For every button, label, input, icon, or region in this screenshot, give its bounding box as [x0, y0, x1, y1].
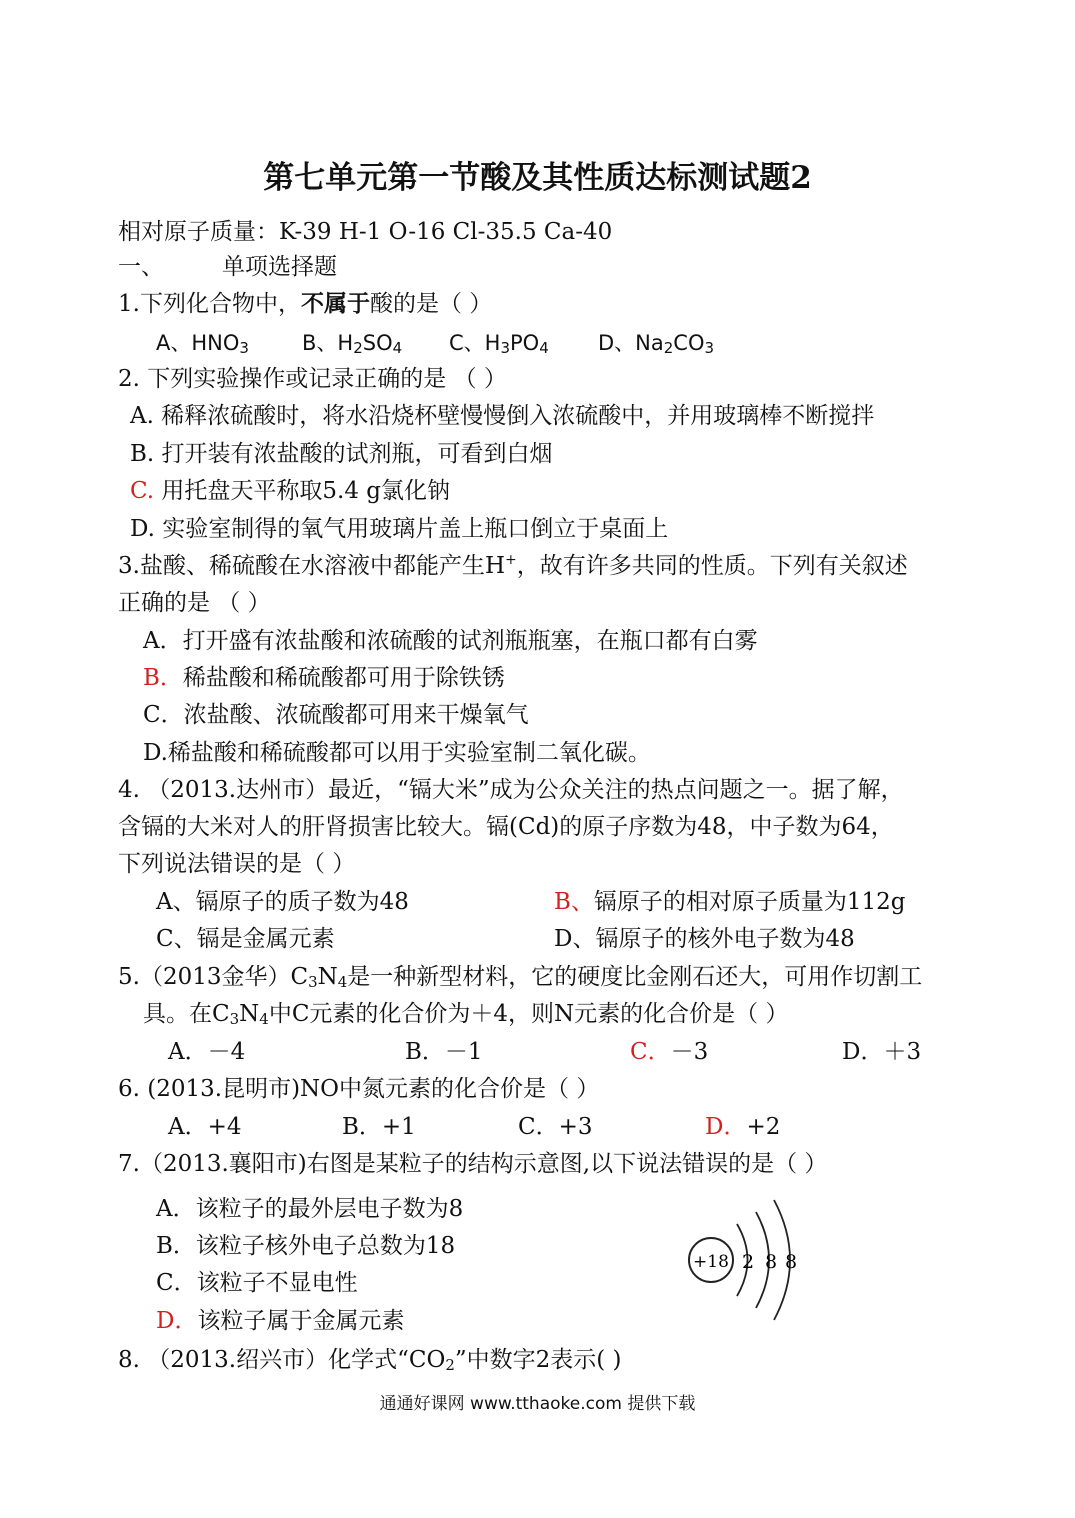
q1-c-formula-2: PO — [510, 331, 540, 355]
atom-structure-diagram — [682, 1172, 812, 1322]
q1-c-formula-1: H — [484, 331, 501, 355]
q1-c-sub-1: 3 — [500, 339, 511, 357]
q6-option-a: A．+4 — [168, 1114, 242, 1140]
q1-d-formula-2: CO — [673, 331, 705, 355]
q2-option-c — [130, 476, 450, 506]
q5-l2-c: 中C元素的化合价为＋4，则N元素的化合价是（ ） — [268, 1001, 789, 1027]
q2-c-text: 用托盘天平称取5.4 g氯化钠 — [154, 478, 451, 504]
q1-stem-emphasis: 不属于 — [300, 290, 370, 317]
q1-b-sub-1: 2 — [353, 339, 363, 357]
q1-option-d — [598, 328, 714, 358]
q5-l2-a: 具。在C — [143, 1001, 230, 1027]
q8-stem-post: ”中数字2表示( ) — [454, 1347, 622, 1373]
q3-b-text: 稀盐酸和稀硫酸都可用于除铁锈 — [182, 665, 505, 691]
atomic-mass-line: 相对原子质量：K-39 H-1 O-16 Cl-35.5 Ca-40 — [118, 219, 613, 245]
q7-option-d — [156, 1306, 404, 1336]
nucleus-charge: +18 — [693, 1252, 729, 1272]
question-4-stem-line2: 含镉的大米对人的肝肾损害比较大。镉(Cd)的原子序数为48，中子数为64， — [118, 814, 894, 840]
q5-c-letter-answer: C． — [630, 1039, 671, 1065]
q5-option-b: B．－1 — [405, 1039, 483, 1065]
q2-option-b: B. 打开装有浓盐酸的试剂瓶，可看到白烟 — [130, 441, 553, 467]
question-8-stem — [118, 1345, 622, 1375]
question-5-stem-line2 — [143, 999, 789, 1029]
q1-option-b — [302, 328, 402, 358]
q4-option-b — [554, 887, 906, 917]
question-2-stem: 2. 下列实验操作或记录正确的是 （ ） — [118, 366, 507, 392]
question-7-stem: 7.（2013.襄阳市)右图是某粒子的结构示意图,以下说法错误的是（ ） — [118, 1151, 828, 1177]
question-6-stem: 6. (2013.昆明市)NO中氮元素的化合价是（ ） — [118, 1076, 600, 1102]
q8-stem-sub: 2 — [445, 1356, 455, 1374]
q5-option-a: A．－4 — [168, 1039, 246, 1065]
q1-b-formula-1: H — [337, 331, 354, 355]
q5-l1-a: 5.（2013金华）C — [118, 964, 309, 990]
q1-b-formula-2: SO — [362, 331, 393, 355]
q5-l2-sub-1: 3 — [229, 1010, 240, 1028]
q7-option-b: B．该粒子核外电子总数为18 — [156, 1233, 456, 1259]
q1-c-sub-2: 4 — [539, 339, 549, 357]
q5-option-c — [630, 1037, 708, 1067]
q1-stem-pre: 1.下列化合物中， — [118, 291, 301, 317]
q5-option-d: D．＋3 — [842, 1039, 922, 1065]
q4-b-text: 镉原子的相对原子质量为112g — [593, 889, 906, 915]
question-3-stem-line2: 正确的是 （ ） — [118, 590, 271, 616]
q6-d-letter-answer: D． — [705, 1114, 747, 1140]
q3-option-c: C．浓盐酸、浓硫酸都可用来干燥氧气 — [143, 702, 529, 728]
q1-option-a — [156, 328, 249, 358]
q5-l1-c: 是一种新型材料，它的硬度比金刚石还大，可用作切割工 — [347, 964, 923, 990]
q4-b-letter-answer: B、 — [554, 889, 594, 915]
q5-l1-sub-1: 3 — [308, 973, 318, 991]
q5-l1-b: N — [317, 964, 338, 990]
q5-l2-b: N — [239, 1001, 260, 1027]
q1-a-formula: HNO — [191, 331, 240, 355]
q1-a-sub: 3 — [239, 339, 249, 357]
q1-option-c — [449, 328, 549, 358]
question-1-stem — [118, 289, 492, 319]
q3-stem-sup: + — [505, 552, 517, 568]
question-4-stem-line3: 下列说法错误的是（ ） — [118, 851, 356, 877]
q1-d-sub-2: 3 — [704, 339, 715, 357]
q4-option-a: A、镉原子的质子数为48 — [156, 889, 409, 915]
q6-d-text: +2 — [746, 1114, 781, 1140]
q1-d-sub-1: 2 — [663, 339, 674, 357]
q3-option-d: D.稀盐酸和稀硫酸都可以用于实验室制二氧化碳。 — [143, 740, 651, 766]
q8-stem-pre: 8. （2013.绍兴市）化学式“CO — [118, 1347, 446, 1373]
page-footer: 通通好课网 www.tthaoke.com 提供下载 — [379, 1394, 696, 1414]
section-heading — [118, 252, 337, 282]
q1-stem-post: 酸的是（ ） — [369, 291, 493, 317]
question-3-stem-line1 — [118, 551, 908, 581]
q1-d-formula-1: Na — [635, 331, 664, 355]
q3-option-b — [143, 663, 505, 693]
q3-stem-post: ，故有许多共同的性质。下列有关叙述 — [516, 553, 908, 579]
section-number: 一、 — [118, 254, 164, 280]
question-5-stem-line1 — [118, 962, 922, 992]
q6-option-d — [705, 1112, 780, 1142]
section-label: 单项选择题 — [222, 254, 337, 280]
q6-option-c: C．+3 — [518, 1114, 593, 1140]
q6-option-b: B．+1 — [342, 1114, 416, 1140]
q5-l1-sub-2: 4 — [337, 973, 348, 991]
q1-b-sub-2: 4 — [392, 339, 403, 357]
shell-3-count: 8 — [784, 1251, 798, 1273]
q1-a-letter: A、 — [156, 331, 192, 355]
shell-1-count: 2 — [741, 1251, 755, 1273]
q2-c-letter-answer: C. — [130, 478, 155, 504]
question-4-stem-line1: 4. （2013.达州市）最近，“镉大米”成为公众关注的热点问题之一。据了解， — [118, 777, 904, 803]
page-title: 第七单元第一节酸及其性质达标测试题2 — [263, 160, 812, 196]
q2-option-d: D. 实验室制得的氧气用玻璃片盖上瓶口倒立于桌面上 — [130, 516, 669, 542]
q4-option-c: C、镉是金属元素 — [156, 926, 335, 952]
q4-option-d: D、镉原子的核外电子数为48 — [554, 926, 855, 952]
q7-d-letter-answer: D． — [156, 1308, 198, 1334]
q7-option-a: A．该粒子的最外层电子数为8 — [156, 1196, 464, 1222]
q3-b-letter-answer: B． — [143, 665, 183, 691]
q7-option-c: C．该粒子不显电性 — [156, 1270, 358, 1296]
q5-c-text: －3 — [670, 1039, 709, 1065]
q3-stem-pre: 3.盐酸、稀硫酸在水溶液中都能产生H — [118, 553, 506, 579]
q1-b-letter: B、 — [302, 331, 338, 355]
q1-d-letter: D、 — [598, 331, 636, 355]
q7-d-text: 该粒子属于金属元素 — [197, 1308, 405, 1334]
q5-l2-sub-2: 4 — [259, 1010, 269, 1028]
shell-2-count: 8 — [764, 1251, 778, 1273]
q3-option-a: A．打开盛有浓盐酸和浓硫酸的试剂瓶瓶塞，在瓶口都有白雾 — [143, 628, 758, 654]
q2-option-a: A. 稀释浓硫酸时，将水沿烧杯壁慢慢倒入浓硫酸中，并用玻璃棒不断搅拌 — [130, 403, 875, 429]
q1-c-letter: C、 — [449, 331, 485, 355]
